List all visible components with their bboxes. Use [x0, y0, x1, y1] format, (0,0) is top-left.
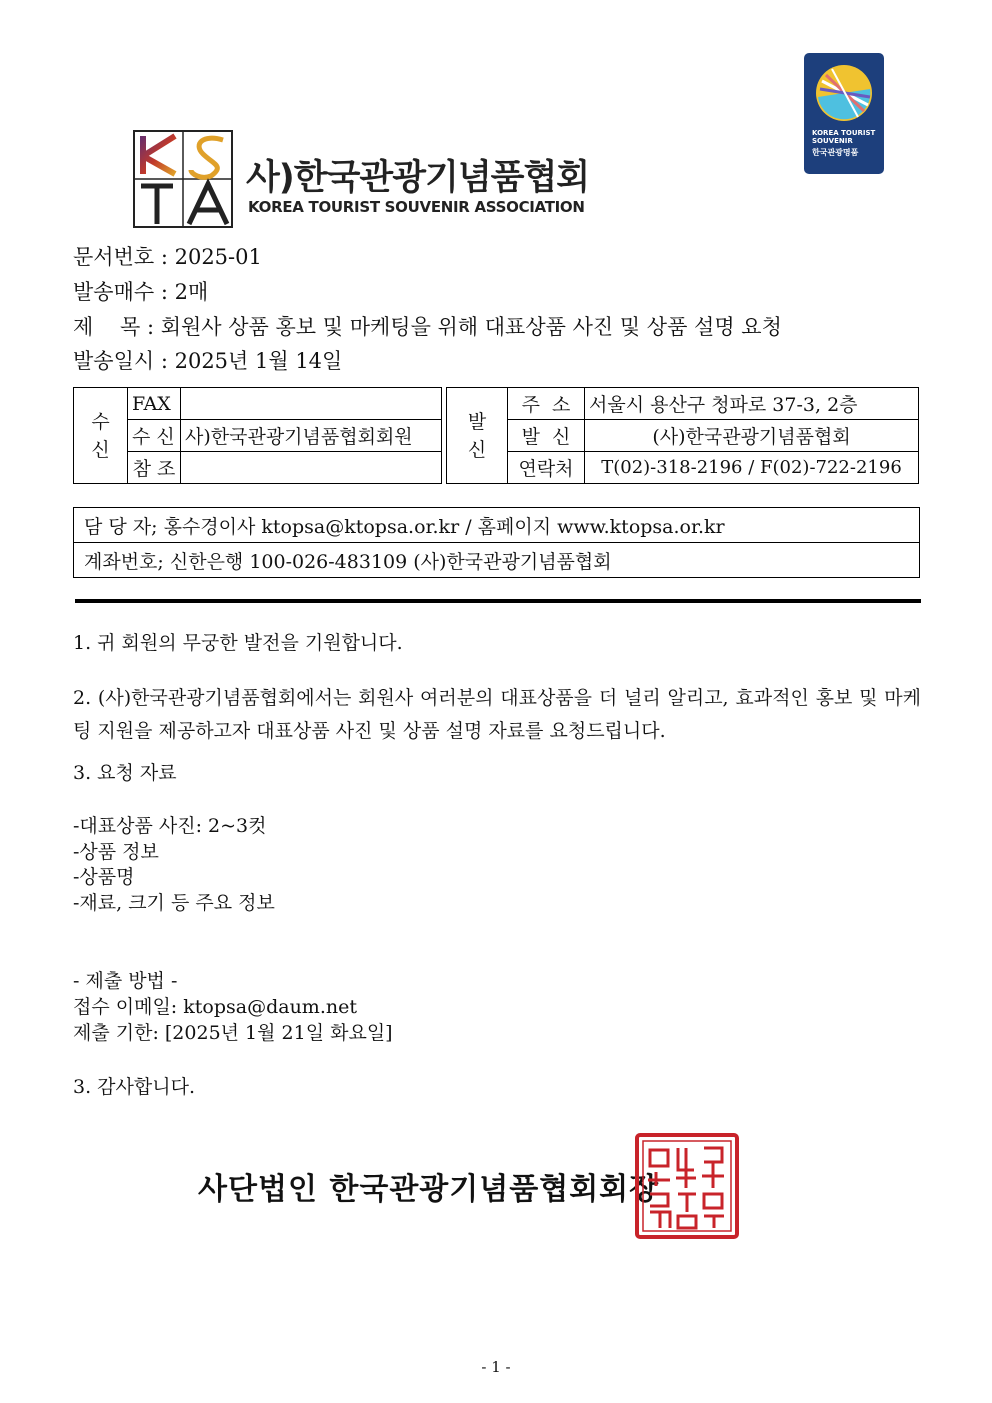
page-count-line [73, 279, 208, 305]
to-label: 수 신 [128, 420, 181, 452]
send-date-line [73, 348, 342, 374]
fax-value [181, 388, 442, 420]
ref-label: 참 조 [128, 452, 181, 484]
official-seal-stamp [634, 1132, 740, 1240]
subject-line [73, 314, 782, 340]
paragraph-2: 2. (사)한국관광기념품협회에서는 회원사 여러분의 대표상품을 더 널리 알리고, 효과적인 홍보 및 마케팅 지원을 제공하고자 대표상품 사진 및 상품 설명 자료를 요청드립니다. [73, 687, 921, 742]
sender-label: 발 신 [508, 420, 585, 452]
subject-label: 제 목 : [73, 315, 155, 339]
address-label: 주 소 [508, 388, 585, 420]
to-value: 사)한국관광기념품협회회원 [181, 420, 442, 452]
contact-table [73, 507, 920, 578]
submit-method-title: - 제출 방법 - [73, 970, 178, 992]
request-item: -재료, 크기 등 주요 정보 [73, 892, 275, 914]
doc-number-label: 문서번호 : [73, 245, 168, 269]
korea-tourist-souvenir-badge [804, 53, 884, 174]
submit-email: 접수 이메일: ktopsa@daum.net [73, 996, 357, 1018]
request-item: -상품명 [73, 866, 135, 888]
org-name-english: KOREA TOURIST SOUVENIR ASSOCIATION [248, 198, 585, 216]
request-item: -대표상품 사진: 2~3컷 [73, 815, 267, 837]
contact-number-label: 연락처 [508, 452, 585, 484]
divider-rule [75, 599, 921, 603]
manager-info: 담 당 자; 홍수경이사 ktopsa@ktopsa.or.kr / 홈페이지 www.ktopsa.or.kr [74, 508, 920, 543]
page-count: 2매 [174, 280, 209, 304]
badge-line-2: SOUVENIR [812, 137, 853, 145]
request-item: -상품 정보 [73, 841, 159, 863]
sender-table [446, 387, 919, 484]
submit-deadline: 제출 기한: [2025년 1월 21일 화요일] [73, 1022, 393, 1044]
paragraph-1: 1. 귀 회원의 무궁한 발전을 기원합니다. [73, 632, 403, 654]
swirl-emblem-icon [812, 61, 876, 125]
signer-title: 사단법인 한국관광기념품협회회장 [198, 1172, 660, 1207]
paragraph-closing: 3. 감사합니다. [73, 1076, 195, 1098]
doc-number-line [73, 244, 262, 270]
ksta-logo [133, 130, 233, 228]
send-date: 2025년 1월 14일 [174, 349, 343, 373]
ref-value [181, 452, 442, 484]
recipient-table [73, 387, 442, 484]
contact-number-value: T(02)-318-2196 / F(02)-722-2196 [585, 452, 919, 484]
doc-number: 2025-01 [174, 245, 262, 269]
sender-value: (사)한국관광기념품협회 [585, 420, 919, 452]
paragraph-3-heading: 3. 요청 자료 [73, 762, 177, 784]
badge-line-1: KOREA TOURIST [812, 129, 876, 137]
fax-label: FAX [128, 388, 181, 420]
org-name-korean: 사)한국관광기념품협회 [246, 158, 590, 198]
address-value: 서울시 용산구 청파로 37-3, 2층 [585, 388, 919, 420]
page-number: - 1 - [481, 1358, 511, 1376]
recipient-side-label: 수 신 [74, 388, 128, 484]
subject: 회원사 상품 홍보 및 마케팅을 위해 대표상품 사진 및 상품 설명 요청 [160, 315, 782, 339]
badge-line-3: 한국관광명품 [812, 148, 859, 157]
sender-side-label: 발 신 [447, 388, 508, 484]
bank-account-info: 계좌번호; 신한은행 100-026-483109 (사)한국관광기념품협회 [74, 543, 920, 578]
send-date-label: 발송일시 : [73, 349, 168, 373]
page-count-label: 발송매수 : [73, 280, 168, 304]
